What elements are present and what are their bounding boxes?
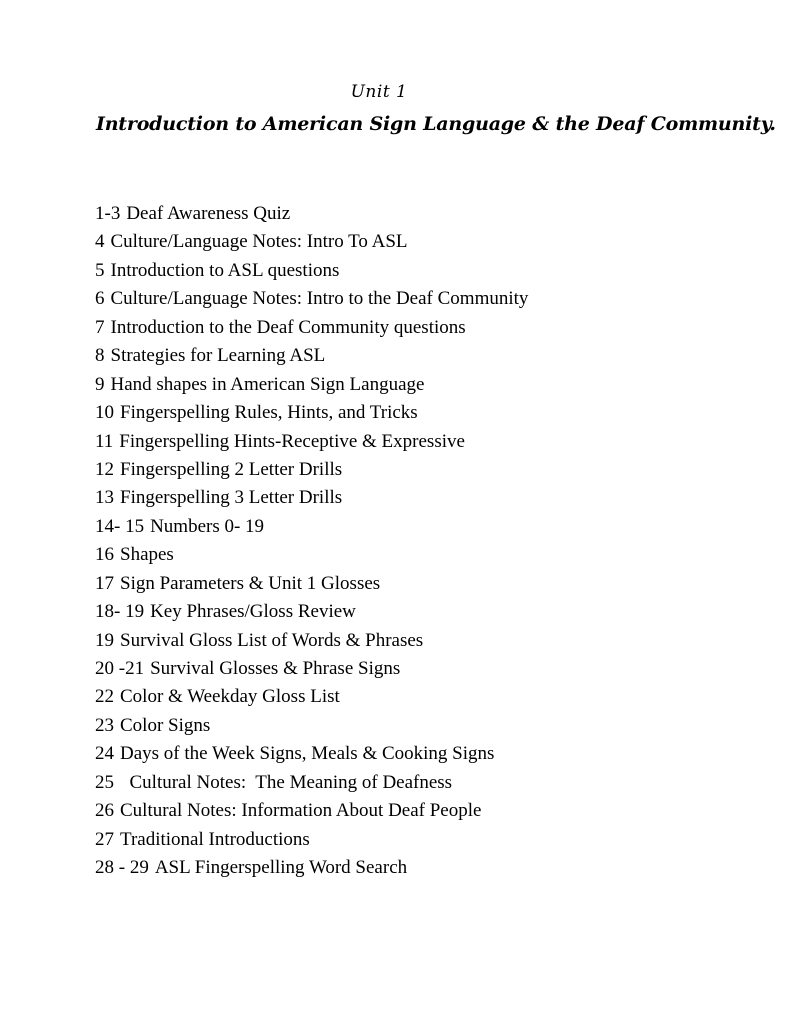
toc-item-text: Culture/Language Notes: Intro To ASL	[110, 231, 408, 253]
unit-label: Unit 1	[350, 82, 408, 102]
toc-item	[95, 399, 528, 427]
toc-item	[95, 428, 528, 456]
toc-item-text: Traditional Introductions	[120, 828, 310, 850]
toc-item-pages: 24	[95, 743, 114, 765]
toc-item-text: Days of the Week Signs, Meals & Cooking Signs	[120, 743, 495, 765]
toc-item-text: ASL Fingerspelling Word Search	[154, 857, 408, 879]
toc-item-pages: 6	[95, 288, 105, 310]
toc-item-text: Fingerspelling 2 Letter Drills	[120, 458, 343, 480]
toc-item-pages: 4	[95, 231, 105, 253]
table-of-contents	[95, 200, 528, 883]
toc-item-text: Culture/Language Notes: Intro to the Deaf Community	[110, 288, 529, 310]
toc-item	[95, 826, 528, 854]
toc-item-pages: 28 - 29	[95, 857, 149, 879]
toc-item-pages: 23	[95, 714, 114, 736]
toc-item-text: Color Signs	[120, 714, 211, 736]
toc-item-text: Deaf Awareness Quiz	[126, 203, 291, 224]
toc-item-text: Hand shapes in American Sign Language	[110, 373, 425, 395]
toc-item	[95, 456, 528, 484]
toc-item-text: Fingerspelling 3 Letter Drills	[120, 487, 343, 509]
toc-item-pages: 20 -21	[95, 658, 145, 679]
toc-item	[95, 797, 528, 825]
toc-item	[95, 598, 528, 626]
toc-item-pages: 11	[95, 430, 114, 452]
toc-item-pages: 26	[95, 800, 114, 822]
toc-item-text: Introduction to the Deaf Community questions	[110, 316, 466, 338]
toc-item	[95, 484, 528, 512]
toc-item	[95, 541, 528, 569]
toc-item-pages: 9	[95, 373, 105, 395]
toc-item-text: Strategies for Learning ASL	[110, 345, 326, 367]
toc-item-pages: 12	[95, 458, 114, 480]
toc-item	[95, 769, 528, 797]
toc-item-pages: 19	[95, 629, 114, 651]
toc-item-pages: 22	[95, 686, 114, 708]
toc-item	[95, 342, 528, 370]
toc-item-text: Survival Gloss List of Words & Phrases	[120, 629, 424, 651]
toc-item	[95, 712, 528, 740]
toc-item	[95, 257, 528, 285]
toc-item-text: Fingerspelling Hints-Receptive & Expressive	[119, 430, 465, 452]
toc-item	[95, 655, 528, 683]
toc-item-text: Cultural Notes: Information About Deaf People	[120, 800, 482, 822]
toc-item-text: Shapes	[120, 544, 174, 566]
toc-item-pages: 5	[95, 259, 105, 281]
toc-item	[95, 854, 528, 882]
toc-item	[95, 285, 528, 313]
toc-item-text: Introduction to ASL questions	[110, 259, 340, 281]
toc-item-text: Sign Parameters & Unit 1 Glosses	[120, 572, 381, 594]
toc-item	[95, 228, 528, 256]
toc-item-text: Survival Glosses & Phrase Signs	[150, 658, 401, 679]
toc-item-text: Fingerspelling Rules, Hints, and Tricks	[120, 402, 418, 424]
toc-item	[95, 513, 528, 541]
toc-item-pages: 16	[95, 544, 114, 566]
toc-item-pages: 13	[95, 487, 114, 509]
toc-item	[95, 200, 528, 228]
toc-item-pages: 14- 15	[95, 515, 145, 537]
toc-item-text: Numbers 0- 19	[150, 515, 265, 537]
toc-item-pages: 25	[95, 771, 114, 793]
toc-item-text: Key Phrases/Gloss Review	[150, 601, 356, 623]
toc-item-pages: 17	[95, 572, 114, 594]
toc-item-pages: 18- 19	[95, 601, 145, 623]
toc-item	[95, 570, 528, 598]
document-title: Introduction to American Sign Language & the Deaf Community.	[96, 113, 776, 135]
toc-item-text: Cultural Notes: The Meaning of Deafness	[120, 771, 453, 793]
toc-item-pages: 10	[95, 402, 114, 424]
toc-item-pages: 27	[95, 828, 114, 850]
toc-item	[95, 683, 528, 711]
toc-item	[95, 627, 528, 655]
toc-item-pages: 7	[95, 316, 105, 338]
toc-item	[95, 371, 528, 399]
toc-item-pages: 1-3	[95, 203, 121, 224]
toc-item	[95, 740, 528, 768]
toc-item-text: Color & Weekday Gloss List	[120, 686, 340, 708]
toc-item	[95, 314, 528, 342]
toc-item-pages: 8	[95, 345, 105, 367]
